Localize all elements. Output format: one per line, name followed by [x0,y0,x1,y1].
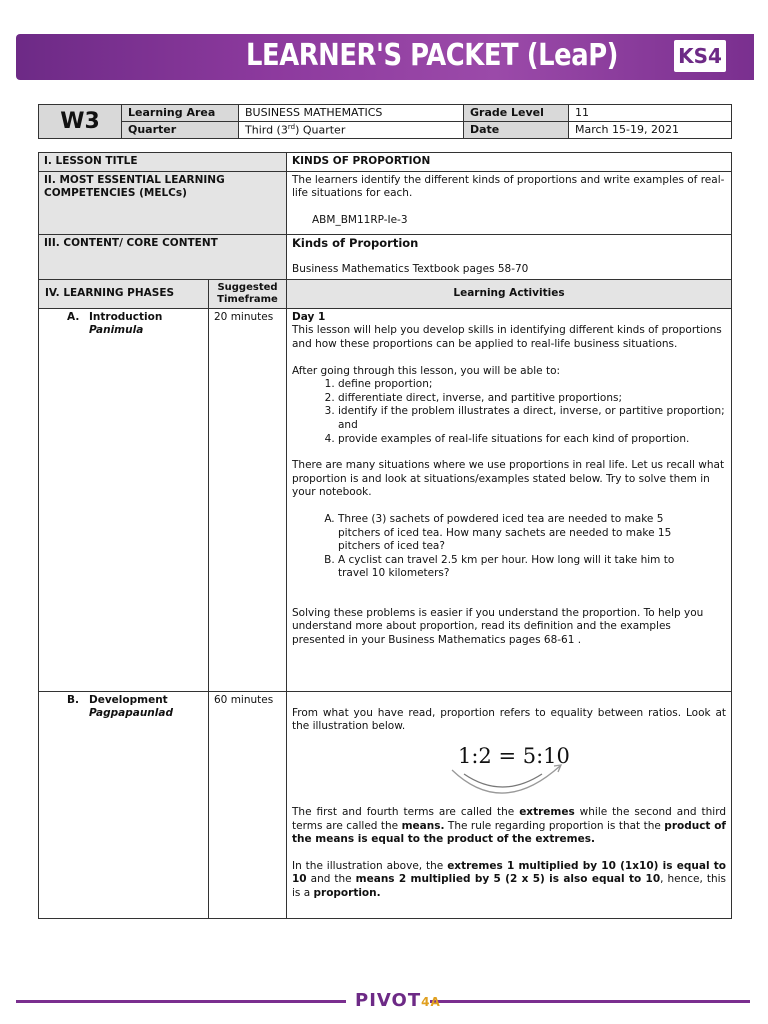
development-time: 60 minutes [209,691,287,918]
footer-line-right [430,1000,750,1003]
lesson-title-label: I. LESSON TITLE [39,153,287,172]
content-title: Kinds of Proportion [292,235,419,250]
problems-list [292,513,726,581]
melc-code: ABM_BM11RP-Ie-3 [312,213,408,226]
grade-level-label: Grade Level [464,105,569,122]
intro-paragraph-4: Solving these problems is easier if you understand the proportion. To help you understand more about proportion, read its definition and the examples presented in your Business Mathematics pages 68-61 . [292,606,704,647]
objective-item: 3. identify if the problem illustrates a direct, inverse, or partitive proportion; and [338,405,726,432]
learning-area-value: BUSINESS MATHEMATICS [239,105,464,122]
intro-paragraph-1: This lesson will help you develop skills in identifying different kinds of proportions and how these proportions can be applied to real-life business situations. [292,324,722,350]
leap-banner [16,34,754,80]
quarter-label: Quarter [122,122,239,139]
problem-item: A. Three (3) sachets of powdered iced tea are needed to make 5 pitchers of iced tea. How many sachets are needed to make 15 pitchers of iced tea? [338,513,696,554]
grade-level-value: 11 [569,105,732,122]
date-value: March 15-19, 2021 [569,122,732,139]
day-label: Day 1 [292,310,326,323]
banner-title: LEARNER'S PACKET (LeaP) [246,38,619,73]
timeframe-header: Suggested Timeframe [209,279,287,308]
melc-text: The learners identify the different kinds of proportions and write examples of real-life situations for each. [292,173,725,200]
lesson-title: KINDS OF PROPORTION [287,153,732,172]
learning-area-label: Learning Area [122,105,239,122]
introduction-time: 20 minutes [209,308,287,691]
objective-item: 2. differentiate direct, inverse, and partitive proportions; [338,392,726,406]
ks-badge: KS4 [674,40,726,72]
intro-paragraph-2: After going through this lesson, you will be able to: [292,364,561,377]
problem-item: B. A cyclist can travel 2.5 km per hour. How long will it take him to travel 10 kilometers? [338,554,696,581]
week-cell: W3 [39,105,122,139]
content-label: III. CONTENT/ CORE CONTENT [39,234,287,279]
content-cell [287,234,732,279]
proportion-equation: 1:2 = 5:10 [458,743,570,768]
dev-paragraph-3: In the illustration above, the extremes 1 multiplied by 10 (1x10) is equal to 10 and the means 2 multiplied by 5 (2 x 5) is also equal to 10, hence, this is a proportion. [292,859,727,899]
footer-line-left [16,1000,346,1003]
objectives-list [292,378,726,446]
pivot-logo: PIVOT4A [355,990,441,1011]
development-activities [287,691,732,918]
content-reference: Business Mathematics Textbook pages 58-70 [292,263,529,276]
introduction-activities [287,308,732,691]
objective-item: 4. provide examples of real-life situations for each kind of proportion. [338,433,726,447]
activities-header: Learning Activities [287,279,732,308]
intro-paragraph-3: There are many situations where we use proportions in real life. Let us recall what proportion is and look at situations/examples stated below. Try to solve them in your notebook. [292,459,725,499]
dev-paragraph-1: From what you have read, proportion refers to equality between ratios. Look at the illustration below. [292,706,726,733]
header-table [38,104,732,139]
proportion-illustration [292,742,726,806]
phase-introduction: A. Introduction Panimula [39,308,209,691]
quarter-value: Third (3rd) Quarter [239,122,464,139]
lesson-table [38,152,732,919]
melc-cell [287,171,732,234]
melc-label: II. MOST ESSENTIAL LEARNING COMPETENCIES (MELCs) [39,171,287,234]
phases-header: IV. LEARNING PHASES [39,279,209,308]
date-label: Date [464,122,569,139]
phase-development: B. Development Pagpapaunlad [39,691,209,918]
dev-paragraph-2: The first and fourth terms are called the extremes while the second and third terms are called the means. The rule regarding proportion is that the product of the means is equal to the product of the extremes. [292,805,727,846]
objective-item: 1. define proportion; [338,378,726,392]
